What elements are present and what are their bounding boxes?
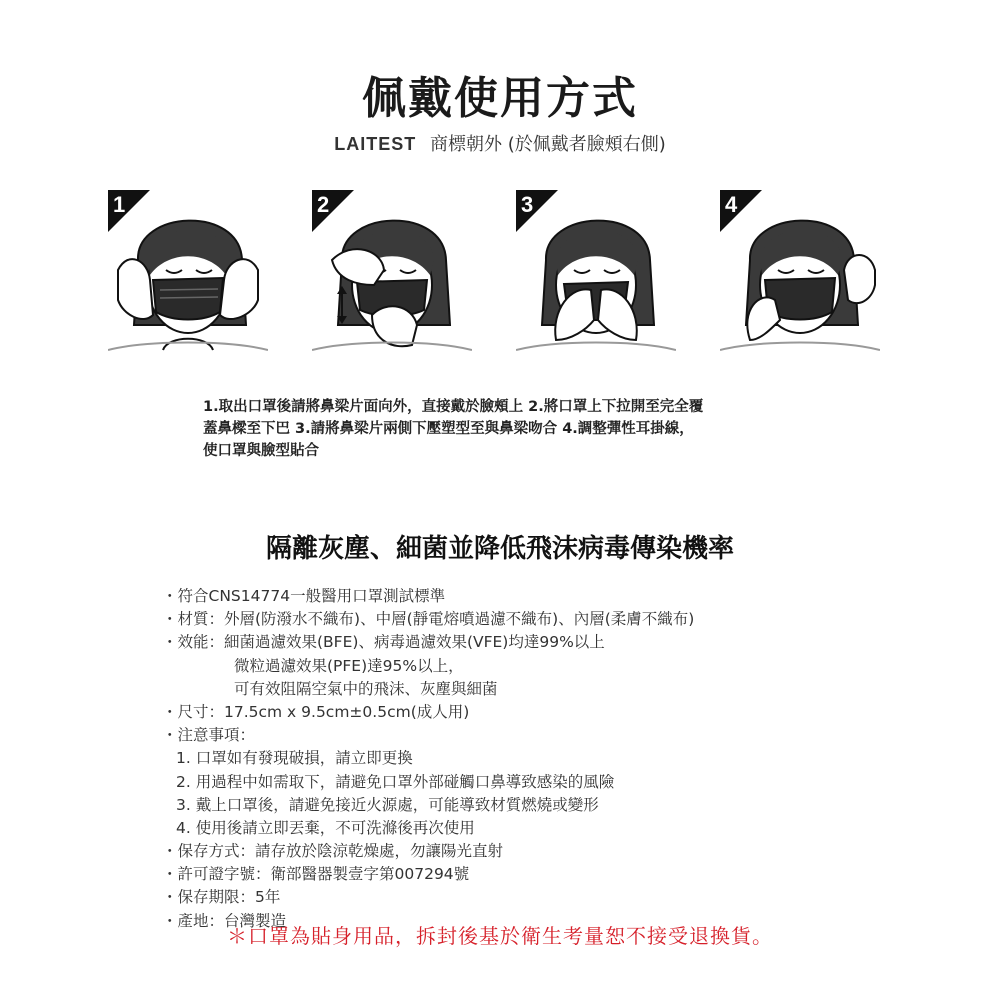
spec-line: 3. 戴上口罩後，請避免接近火源處，可能導致材質燃燒或變形 [176,795,599,814]
step-number: 2 [317,192,330,217]
spec-line: ・產地：台灣製造 [162,911,287,930]
spec-line: ・注意事項： [162,726,256,745]
instruction-line: 蓋鼻樑至下巴 3.請將鼻梁片兩側下壓塑型至與鼻梁吻合 4.調整彈性耳掛線， [203,421,694,437]
product-specs [162,585,862,933]
spec-line: ・保存方式：請存放於陰涼乾燥處，勿讓陽光直射 [162,842,504,861]
step-number: 1 [113,192,126,217]
return-policy-notice: ＊口罩為貼身用品，拆封後基於衛生考量恕不接受退換貨。 [227,924,773,948]
spec-line: ・效能：細菌過濾效果(BFE)、病毒過濾效果(VFE)均達99%以上 [162,633,605,652]
step-1-illustration [108,190,268,362]
brand-name: LAITEST [334,134,417,154]
step-number: 3 [521,192,534,217]
usage-instructions [203,396,803,462]
instruction-line: 使口罩與臉型貼合 [203,443,319,459]
spec-line: 4. 使用後請立即丟棄，不可洗滌後再次使用 [176,818,475,837]
step-3-illustration [516,190,676,362]
spec-line: ・許可證字號：衛部醫器製壹字第007294號 [162,865,470,884]
spec-line: 2. 用過程中如需取下，請避免口罩外部碰觸口鼻導致感染的風險 [176,772,615,791]
spec-line: ・尺寸：17.5cm x 9.5cm±0.5cm(成人用) [162,702,470,721]
spec-line: 可有效阻隔空氣中的飛沫、灰塵與細菌 [234,679,498,698]
spec-line: 微粒過濾效果(PFE)達95%以上， [234,656,464,675]
instruction-line: 1.取出口罩後請將鼻梁片面向外，直接戴於臉頰上 2.將口罩上下拉開至完全覆 [203,399,704,415]
subtitle-text: 商標朝外 (於佩戴者臉頰右側) [429,134,666,155]
spec-line: ・材質：外層(防潑水不織布)、中層(靜電熔噴過濾不織布)、內層(柔膚不織布) [162,610,695,629]
step-4-illustration [720,190,880,362]
step-number: 4 [725,192,738,217]
page-title: 佩戴使用方式 [362,73,638,124]
page-subtitle [0,130,1000,156]
spec-line: 1. 口罩如有發現破損，請立即更換 [176,749,413,768]
spec-line: ・符合CNS14774一般醫用口罩測試標準 [162,587,446,605]
step-2-illustration [312,190,472,362]
section-heading: 隔離灰塵、細菌並降低飛沫病毒傳染機率 [265,534,734,564]
spec-line: ・保存期限：5年 [162,888,281,907]
